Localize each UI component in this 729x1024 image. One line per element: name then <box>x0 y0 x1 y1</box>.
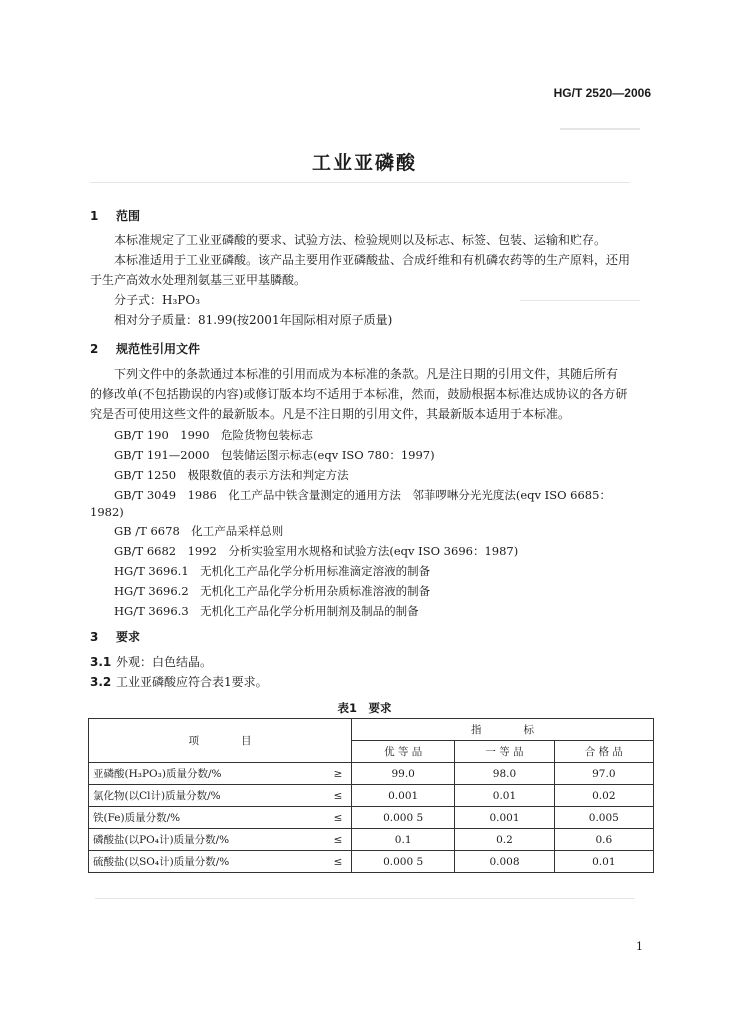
ref-item: HG/T 3696.2 无机化工产品化学分析用杂质标准溶液的制备 <box>114 584 431 598</box>
grade-first: 一 等 品 <box>455 741 554 763</box>
row-symbol: ≤ <box>325 785 352 807</box>
ref-item: HG/T 3696.3 无机化工产品化学分析用制剂及制品的制备 <box>114 604 419 618</box>
scan-noise <box>560 128 640 130</box>
section-2-para-2: 的修改单(不包括勘误的内容)或修订版本均不适用于本标准，然而，鼓励根据本标准达成协议的各方研 <box>90 387 628 401</box>
row-item: 铁(Fe)质量分数/% <box>89 807 326 829</box>
section-1-para-2-cont: 于生产高效水处理剂氨基三亚甲基膦酸。 <box>90 273 307 287</box>
section-2-para-1: 下列文件中的条款通过本标准的引用而成为本标准的条款。凡是注日期的引用文件，其随后所有 <box>114 367 619 381</box>
row-item: 磷酸盐(以PO₄计)质量分数/% <box>89 829 326 851</box>
row-value: 98.0 <box>455 763 554 785</box>
ref-item: GB/T 1250 极限数值的表示方法和判定方法 <box>114 468 349 482</box>
row-value: 99.0 <box>352 763 455 785</box>
standard-code: HG/T 2520—2006 <box>553 86 651 100</box>
section-1-para-1: 本标准规定了工业亚磷酸的要求、试验方法、检验规则以及标志、标签、包装、运输和贮存。 <box>114 233 607 247</box>
document-title: 工业亚磷酸 <box>311 152 417 174</box>
scan-noise <box>90 182 630 183</box>
table-header-item: 项 目 <box>89 719 352 763</box>
scan-noise <box>95 898 635 899</box>
section-1-para-2: 本标准适用于工业亚磷酸。该产品主要用作亚磷酸盐、合成纤维和有机磷农药等的生产原料，还用 <box>114 253 631 267</box>
ref-item: GB /T 6678 化工产品采样总则 <box>114 524 284 538</box>
molecular-formula: 分子式：H₃PO₃ <box>114 293 200 307</box>
row-value: 0.1 <box>352 829 455 851</box>
molecular-mass: 相对分子质量：81.99(按2001年国际相对原子质量) <box>114 313 393 327</box>
row-value: 0.02 <box>554 785 653 807</box>
row-symbol: ≤ <box>325 829 352 851</box>
row-value: 0.008 <box>455 851 554 873</box>
row-value: 0.001 <box>455 807 554 829</box>
scan-noise <box>520 300 640 301</box>
table-row <box>89 763 654 785</box>
row-value: 0.001 <box>352 785 455 807</box>
requirements-table <box>88 718 654 873</box>
row-symbol: ≤ <box>325 807 352 829</box>
grade-premium: 优 等 品 <box>352 741 455 763</box>
clause-3-1: 3.1 外观：白色结晶。 <box>90 655 213 669</box>
row-value: 0.01 <box>455 785 554 807</box>
row-symbol: ≤ <box>325 851 352 873</box>
row-value: 0.01 <box>554 851 653 873</box>
row-value: 97.0 <box>554 763 653 785</box>
row-value: 0.000 5 <box>352 807 455 829</box>
ref-item: GB/T 190 1990 危险货物包装标志 <box>114 428 314 442</box>
section-2-heading: 2 规范性引用文件 <box>90 342 201 356</box>
ref-item-cont: 1982) <box>90 505 124 519</box>
grade-qualified: 合 格 品 <box>554 741 653 763</box>
table-row <box>89 829 654 851</box>
page-number: 1 <box>636 940 643 953</box>
table-row <box>89 851 654 873</box>
ref-item: GB/T 6682 1992 分析实验室用水规格和试验方法(eqv ISO 3696：1987) <box>114 544 519 558</box>
row-item: 硫酸盐(以SO₄计)质量分数/% <box>89 851 326 873</box>
table-header-row <box>89 719 654 741</box>
table-row <box>89 785 654 807</box>
table-row <box>89 807 654 829</box>
section-2-para-3: 究是否可使用这些文件的最新版本。凡是不注日期的引用文件，其最新版本适用于本标准。 <box>90 407 571 421</box>
row-item: 亚磷酸(H₃PO₃)质量分数/% <box>89 763 326 785</box>
row-value: 0.6 <box>554 829 653 851</box>
row-value: 0.005 <box>554 807 653 829</box>
clause-3-2: 3.2 工业亚磷酸应符合表1要求。 <box>90 675 268 689</box>
ref-item: GB/T 191—2000 包装储运图示标志(eqv ISO 780：1997) <box>114 448 435 462</box>
row-item: 氯化物(以Cl计)质量分数/% <box>89 785 326 807</box>
section-1-heading: 1 范围 <box>90 209 141 223</box>
table-header-group: 指 标 <box>352 719 654 741</box>
row-symbol: ≥ <box>325 763 352 785</box>
ref-item: GB/T 3049 1986 化工产品中铁含量测定的通用方法 邻菲啰啉分光光度法(eqv ISO 6685： <box>114 488 611 502</box>
section-3-heading: 3 要求 <box>90 630 141 644</box>
row-value: 0.000 5 <box>352 851 455 873</box>
row-value: 0.2 <box>455 829 554 851</box>
ref-item: HG/T 3696.1 无机化工产品化学分析用标准滴定溶液的制备 <box>114 564 431 578</box>
table-caption: 表1 要求 <box>337 701 392 715</box>
